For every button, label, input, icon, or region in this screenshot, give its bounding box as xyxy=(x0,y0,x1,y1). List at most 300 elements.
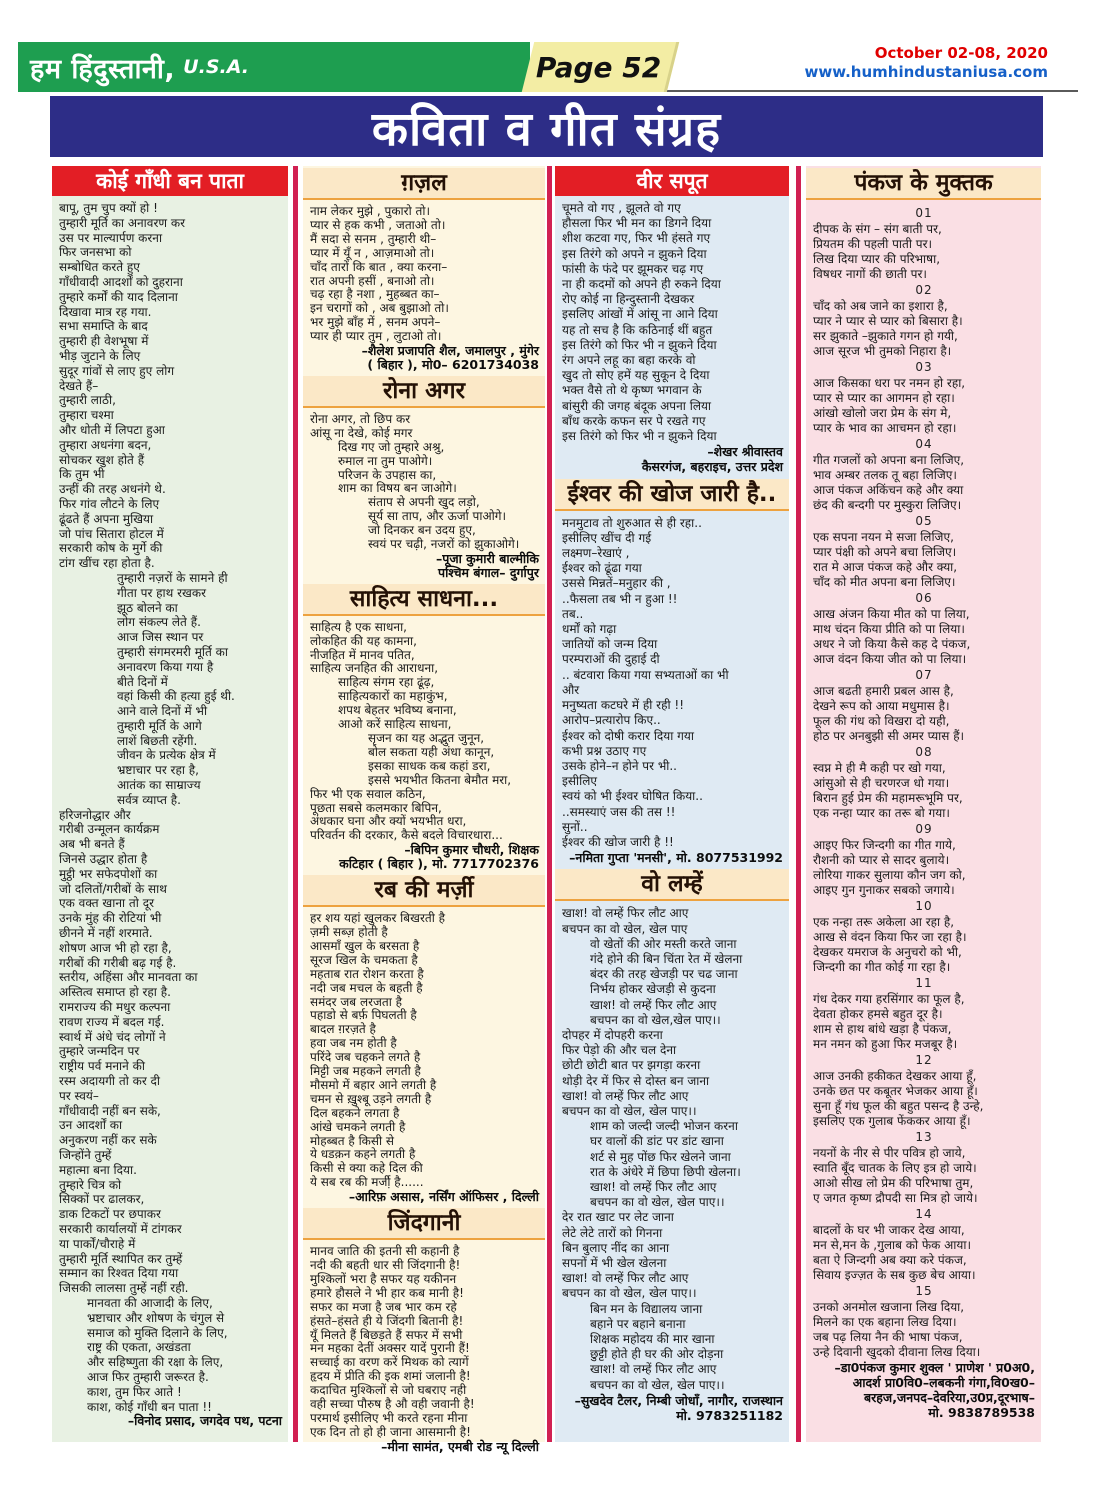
section-header: ईश्वर की खोज जारी है.. xyxy=(555,479,789,511)
poem-line: ए जगत कृष्ण द्रौपदी सा मित्र हो जाये। xyxy=(813,1191,978,1205)
stanza-number: 09 xyxy=(915,822,933,836)
poem-line: समाज को मुक्ति दिलाने के लिए, xyxy=(87,1325,228,1340)
poem-line: एक वक्त खाना तो दूर xyxy=(59,896,154,911)
poem-line: सिक्कों पर ढालकर, xyxy=(59,1192,145,1207)
poem-line: चमन से ख़ुश्बू उड़ने लगती है xyxy=(310,1091,432,1106)
poem-line: सृजन का यह अद्भुत जुनून, xyxy=(368,731,485,745)
poem-line: खाश! वो लम्हें फिर लौट आए xyxy=(590,1362,717,1377)
poem-line: देखने रूप को आया मधुमास है। xyxy=(813,699,950,713)
poem-line: जो पांच सितारा होटल में xyxy=(59,526,164,541)
poem-line: और धोती में लिपटा हुआ xyxy=(59,422,165,437)
poem-line: मानव जाति की इतनी सी कहानी है xyxy=(310,1244,460,1259)
poem-line: चाँद तारों कि बात , क्या करना– xyxy=(310,259,448,274)
poem-line: बचपन का वो खेल, खेल पाए।। xyxy=(590,1195,725,1210)
poem-line: हरिजनोद्धार और xyxy=(59,807,131,822)
poem-line: सरकारी कोष के मुर्गे की xyxy=(59,541,163,556)
stanza-number: 05 xyxy=(915,514,933,528)
poem-line: प्यार में यूँ न , आज़माओ तो। xyxy=(310,245,435,260)
poem-line: आसमाँ खुल के बरसता है xyxy=(310,938,420,953)
poem-line: ..फैसला तब भी न हुआ !! xyxy=(562,591,678,606)
poem-line: खाश! वो लम्हें फिर लौट आए xyxy=(562,1088,689,1103)
poem-line: फिर पेड़ो की और चल देना xyxy=(562,1043,677,1058)
poem-line: बीते दिनों में xyxy=(117,674,168,689)
poem-line: राष्ट्रीय पर्व मनाने की xyxy=(59,1059,145,1074)
poem-line: रस्म अदायगी तो कर दी xyxy=(59,1074,161,1089)
poem-line: धर्मों को गढ़ा xyxy=(562,622,617,637)
stanza-number: 02 xyxy=(915,283,933,297)
poem-line: आतंक का साम्राज्य xyxy=(117,778,201,793)
poem-line: रोए कोई ना हिन्दुस्तानी देखकर xyxy=(562,292,695,307)
poem-line: आंसुओ से ही चरणरज धो गया। xyxy=(813,776,950,790)
poem-line: स्वयं को भी ईश्वर घोषित किया.. xyxy=(562,789,703,804)
section-body xyxy=(303,413,545,582)
poem-line: अस्तित्व समाप्त हो रहा है. xyxy=(59,985,171,1000)
poem-line: भाव अम्बर तलक तू बहा लिजिए। xyxy=(813,468,957,482)
stanza-number: 03 xyxy=(915,360,933,374)
poem-line: नयनों के नीर से पीर पवित्र हो जाये, xyxy=(813,1146,966,1160)
poem-line: विषधर नागों की छाती पर। xyxy=(813,267,927,281)
poem-line: स्वाति बूँद चातक के लिए इत्र हो जाये। xyxy=(813,1161,977,1175)
poem-line: मिट्टी जब महकने लगती है xyxy=(310,1064,421,1079)
poem-line: बचपन का वो खेल, खेल पाए।। xyxy=(562,1103,697,1118)
poem-line: तुम्हारी संगमरमरी मूर्ति का xyxy=(117,644,228,659)
poem-line: रंग अपने लहू का बहा करके वो xyxy=(562,353,696,368)
poem-line: उसके होने–न होने पर भी.. xyxy=(562,758,677,773)
poem-line: उस पर माल्यार्पण करना xyxy=(59,230,163,245)
poem-line: पर स्वयं– xyxy=(59,1088,99,1103)
poem-line: सपनों में भी खेल खेलना xyxy=(562,1256,667,1270)
poem-line: भक्त वैसे तो थे कृष्ण भगवान के xyxy=(562,383,702,398)
poem-line: इसीलिए xyxy=(562,774,597,789)
poem-line: नीजहित में मानव पतित, xyxy=(310,647,415,662)
poem-line: तब.. xyxy=(562,606,584,621)
poem-line: बंदर की तरह खेजड़ी पर चढ जाना xyxy=(590,967,738,982)
poem-line: उनके छत पर कबूतर भेजकर आया हूँ। xyxy=(813,1084,978,1098)
poem-line: प्यार ही प्यार तुम , लुटाओ तो। xyxy=(310,329,442,344)
poem-line: तुम्हारा अधनंगा बदन, xyxy=(59,437,152,452)
poem-line: तुम्हारी मूर्ति का अनावरण कर xyxy=(59,215,185,230)
poem-line: प्यार के भाव का आचमन हो रहा। xyxy=(813,421,957,435)
poem-line: मुट्ठी भर सफेदपोशों का xyxy=(59,866,158,881)
poem-line: झूठ बोलने का xyxy=(117,600,178,615)
poem-line: मनमुटाव तो शुरुआत से ही रहा.. xyxy=(562,515,702,530)
poem-line: जिन्होंने तुम्हें xyxy=(59,1148,112,1162)
poem-line: मुश्किलों भरा है सफर यह यकीनन xyxy=(310,1271,457,1286)
poem-line: सिवाय इज्ज़त के सब कुछ बेच आया। xyxy=(813,1268,976,1282)
poem-line: अनावरण किया गया है xyxy=(117,659,214,674)
poem-line: आख से वंदन किया फिर जा रहा है। xyxy=(813,930,967,944)
stanza-number: 01 xyxy=(915,206,933,220)
poem-line: खुद तो सोए हमें यह सुकून दे दिया xyxy=(562,368,710,383)
poem-line: तुम्हारे कर्मों की याद दिलाना xyxy=(59,289,178,304)
stanza-number: 04 xyxy=(915,437,933,451)
poem-line: देवता होकर हमसे बहुत दूर है। xyxy=(813,1007,943,1021)
author-signature: –पूजा कुमारी बाल्मीकि xyxy=(435,550,539,566)
poem-line: बिरान हुई प्रेम की महामरूभूमि पर, xyxy=(813,791,963,805)
poem-line: आज बढती हमारी प्रबल आस है, xyxy=(813,684,954,698)
poem-line: इसलिए एक गुलाब फेंककर आया हूँ। xyxy=(813,1114,971,1128)
poem-line: तुम्हारी ही वेशभूषा में xyxy=(59,334,149,349)
poem-line: इस तिरंगे को फिर भी न झुकने दिया xyxy=(562,337,717,352)
poem-line: मोहब्बत है किसी से xyxy=(310,1133,395,1148)
poem-line: एक दिन तो हो ही जाना आसमानी है! xyxy=(310,1424,471,1439)
poem-line: शोषण आज भी हो रहा है, xyxy=(59,940,172,955)
poem-line: लोकहित की यह कामना, xyxy=(310,633,417,648)
poem-line: आने वाले दिनों में भी xyxy=(117,704,208,719)
poem-line: कभी प्रश्न उठाए गए xyxy=(562,743,647,758)
poem-line: लक्ष्मण–रेखाएं , xyxy=(562,546,630,561)
stanza-number: 13 xyxy=(915,1130,933,1144)
poem-line: बापू, तुम चुप क्यों हो ! xyxy=(59,201,158,215)
poem-line: शर्ट से मुह पोंछ फिर खेलने जाना xyxy=(590,1149,731,1164)
poem-line: तुम्हारी लाठी, xyxy=(59,393,116,408)
issue-info xyxy=(804,44,1048,82)
poem-line: जब पढ़ लिया नैन की भाषा पंकज, xyxy=(813,1330,963,1344)
author-signature: मो. 9783251182 xyxy=(676,1408,783,1424)
poem-line: शिक्षक महोदय की मार खाना xyxy=(590,1332,715,1347)
poem-line: लेटे लेटे तारों को गिनना xyxy=(562,1225,663,1240)
poem-line: देखते हैं– xyxy=(59,378,99,393)
poem-line: बचपन का वो खेल, खेल पाए।। xyxy=(562,1286,697,1301)
poem-line: बचपन का वो खेल, खेल पाए xyxy=(562,921,688,936)
poem-line: जिनसे उद्धार होता है xyxy=(59,852,148,867)
poem-line: राष्ट्र की एकता, अखंडता xyxy=(87,1340,191,1355)
poem-line: बादल ग़रज़ते है xyxy=(310,1022,376,1037)
author-signature: –बिपिन कुमार चौधरी, शिक्षक xyxy=(404,842,539,858)
poem-line: ज़मी सब्ज़ होती है xyxy=(310,924,388,939)
poem-line: एक नन्हा प्यार का तरू बो गया। xyxy=(813,806,950,820)
poem-line: गीत गजलों को अपना बना लिजिए, xyxy=(813,453,965,467)
poem-line: समंदर जब लरजता है xyxy=(310,994,403,1009)
section-header: रोना अगर xyxy=(303,376,545,408)
poem-line: स्वयं पर चढ़ी, नजरों को झुकाओगे। xyxy=(368,537,520,552)
section-body xyxy=(806,205,1041,1422)
poem-line: खाश! वो लम्हें फिर लौट आए xyxy=(590,1179,717,1194)
poem-line: एक नन्हा तरू अकेला आ रहा है, xyxy=(813,915,955,929)
poem-line: हृदय में प्रीति की इक शमां जलानी है! xyxy=(310,1369,471,1384)
poem-line: दिखावा मात्र रह गया. xyxy=(59,304,152,319)
poem-line: उन्हे दिवानी खुदको दीवाना लिख दिया। xyxy=(813,1345,981,1359)
section-body xyxy=(303,621,545,873)
section-header: कोई गाँधी बन पाता xyxy=(52,166,288,196)
author-signature: –शैलेश प्रजापति शैल, जमालपुर , मुंगेर xyxy=(361,343,539,359)
poem-line: खाश! वो लम्हें फिर लौट आए xyxy=(562,1271,689,1286)
poem-line: परिवर्तन की दरकार, कैसे बदले विचारधारा... xyxy=(310,828,503,843)
section-body xyxy=(52,201,288,1431)
section-body xyxy=(303,205,545,374)
poem-line: परम्पराओं की दुहाई दी xyxy=(562,652,660,667)
poem-line: भ्रष्टाचार पर रहा है, xyxy=(117,763,199,778)
poem-line: दिल बहकने लगता है xyxy=(310,1105,400,1120)
poem-line: आज पंकज अकिंचन कहे और क्या xyxy=(813,483,964,497)
poem-line: सच्चाई का वरण करें मिथक को त्यागें xyxy=(310,1355,469,1370)
column-2 xyxy=(303,166,545,1454)
poem-line: और सहिष्णुता की रक्षा के लिए, xyxy=(87,1355,224,1370)
poem-line: वो खेतों की ओर मस्ती करते जाना xyxy=(590,936,737,951)
poem-line: जो दिनकर बन उदय हुए, xyxy=(368,523,476,538)
stanza-number: 08 xyxy=(915,745,933,759)
poem-line: आइए फिर जिन्दगी का गीत गाये, xyxy=(813,838,956,852)
poem-line: फिर जनसभा को xyxy=(59,245,132,260)
poem-line: देखकर यमराज के अनुचरो को भी, xyxy=(813,945,962,959)
poem-line: जातियों को जन्म दिया xyxy=(562,637,658,652)
poem-line: रावण राज्य में बदल गई. xyxy=(59,1014,165,1029)
section-body xyxy=(303,1245,545,1456)
poem-line: हमारे हौसले ने भी हार कब मानी है! xyxy=(310,1285,464,1300)
stanza-number: 06 xyxy=(915,591,933,605)
poem-line: कदाचित मुश्किलों से जो घबराए नही xyxy=(310,1383,467,1398)
poem-line: थोड़ी देर में फिर से दोस्त बन जाना xyxy=(562,1073,710,1088)
poem-line: आंसू ना देखे, कोई मगर xyxy=(310,425,413,440)
poem-line: शपथ बेहतर भविष्य बनाना, xyxy=(338,703,457,718)
poem-line: रात मे आज पंकज कहे और क्या, xyxy=(813,560,958,574)
poem-line: निर्भय होकर खेजड़ी से कुदना xyxy=(590,982,716,997)
poem-line: छुट्टी होते ही घर की ओर दोड़ना xyxy=(590,1347,724,1362)
poem-line: परिंदे जब चहकने लगते है xyxy=(310,1050,421,1065)
poem-line: पूछता सबसे कलमकार बिपिन, xyxy=(310,800,442,815)
poem-line: कि तुम भी xyxy=(59,467,105,482)
poem-line: दीपक के संग – संग बाती पर, xyxy=(813,222,942,236)
poem-line: मानवता की आजादी के लिए, xyxy=(87,1295,213,1310)
poem-line: बचपन का वो खेल, खेल पाए।। xyxy=(590,1377,725,1392)
poem-line: अंधकार घना और क्यों भयभीत धरा, xyxy=(310,814,467,829)
poem-line: रामराज्य की मधुर कल्पना xyxy=(59,1000,171,1015)
poem-line: परमार्थ इसीलिए भी करते रहना मीना xyxy=(310,1410,468,1425)
poem-line: तुम्हारे जन्मदिन पर xyxy=(59,1044,140,1059)
poem-line: गरीबी उन्मूलन कार्यक्रम xyxy=(59,822,160,837)
stanza-number: 14 xyxy=(915,1207,933,1221)
stanza-number: 10 xyxy=(915,899,933,913)
poem-line: साहित्य जनहित की आराधना, xyxy=(310,661,439,676)
section-header: रब की मर्ज़ी xyxy=(303,875,545,907)
poem-line: प्यार से प्यार का आगमन हो रहा। xyxy=(813,391,955,405)
poem-line: जो दलितों/गरीबों के साथ xyxy=(59,881,167,896)
poetry-columns xyxy=(0,166,1095,1454)
poem-line: ना ही कदमों को अपने ही रुकने दिया xyxy=(562,277,721,292)
column-4 xyxy=(806,166,1041,1442)
poem-line: सभा समाप्ति के बाद xyxy=(59,319,148,334)
poem-line: स्वप्न मे ही मै कही पर खो गया, xyxy=(813,761,946,775)
poem-line: शीश कटवा गए, फिर भी हंसते गए xyxy=(562,231,711,246)
poem-line: रात के अंधेरे में छिपा छिपी खेलना। xyxy=(590,1164,741,1179)
author-signature: –आरिफ़ असास, नर्सिंग ऑफिसर , दिल्ली xyxy=(348,1189,539,1205)
poem-line: बोल सकता यही अंधा कानून, xyxy=(368,744,495,759)
poem-line: बहाने पर बहाने बनाना xyxy=(590,1316,686,1331)
poem-line: देर रात खाट पर लेट जाना xyxy=(562,1210,674,1225)
poem-line: ये धडक़न कहने लगती है xyxy=(310,1147,416,1162)
author-signature: –मीना सामंत, एमबी रोड न्यू दिल्ली xyxy=(381,1438,539,1454)
poem-line: तुम्हारा चश्मा xyxy=(59,408,114,423)
poem-line: बांसुरी की जगह बंदूक अपना लिया xyxy=(562,398,712,413)
poem-line: प्रियतम की पहली पाती पर। xyxy=(813,237,933,251)
poem-line: परिजन के उपहास का, xyxy=(338,467,437,482)
poem-line: गंदे होने की बिन चिंता रेत में खेलना xyxy=(590,951,743,966)
poem-line: संताप से अपनी खुद लड़ो, xyxy=(368,495,480,510)
section-body xyxy=(555,906,789,1425)
page-title-banner xyxy=(50,96,1043,157)
poem-line: खाश! वो लम्हें फिर लौट आए xyxy=(562,906,689,921)
author-signature: मो. 9838789538 xyxy=(928,1405,1035,1420)
poem-line: आख अंजन किया मीत को पा लिया, xyxy=(813,607,970,621)
poem-line: और xyxy=(562,682,580,697)
poem-line: इस तिरंगे को फिर भी न झुकने दिया xyxy=(562,429,717,444)
poem-line: मन नमन को हुआ फिर मजबूर है। xyxy=(813,1037,958,1051)
poem-line: रुमाल ना तुम पाओगे। xyxy=(338,453,433,468)
poem-line: उन आदर्शों का xyxy=(59,1118,123,1133)
poem-line: उनको अनमोल खजाना लिख दिया, xyxy=(813,1300,965,1314)
author-signature: आदर्श प्रा0वि0–लबकनी गंगा,वि0ख0– xyxy=(852,1375,1035,1390)
poem-line: टांग खींच रहा होता है. xyxy=(59,556,155,571)
poem-line: उनके मुंह की रोटियां भी xyxy=(59,911,162,926)
poem-line: गंध देकर गया हरसिंगार का फूल है, xyxy=(813,992,965,1006)
poem-line: आंखे चमकने लगती है xyxy=(310,1119,406,1134)
poem-line: मन से,मन के ,गुलाब को फेक आया। xyxy=(813,1238,972,1252)
poem-line: लाशें बिछती रहेंगी. xyxy=(117,733,198,748)
page-number-flag xyxy=(522,42,679,92)
poem-line: एक सपना नयन मे सजा लिजिए, xyxy=(813,530,954,544)
masthead-brand-suffix: U.S.A. xyxy=(183,56,249,78)
poem-line: जिन्दगी का गीत कोई गा रहा है। xyxy=(813,960,951,974)
poem-line: स्वार्थ में अंधे चंद लोगों ने xyxy=(59,1029,166,1044)
poem-line: चढ़ रहा है नशा , मुहब्बत का– xyxy=(310,287,440,302)
author-signature: पश्चिम बंगाल– दुर्गापुर xyxy=(437,564,539,580)
poem-line: सूर्य सा ताप, और ऊर्जा पाओगे। xyxy=(368,509,507,524)
poem-line: गाँधीवादी आदर्शों को दुहराना xyxy=(59,274,183,289)
poem-line: जीवन के प्रत्येक क्षेत्र में xyxy=(117,748,216,763)
poem-line: सोचकर खुश होते हैं xyxy=(59,452,145,467)
website-url: www.humhindustaniusa.com xyxy=(804,62,1048,81)
author-signature: –नमिता गुप्ता 'मनसी', मो. 8077531992 xyxy=(569,850,783,866)
poem-line: छीनने में नहीं शरमाते. xyxy=(59,926,153,941)
poem-line: हवा जब नम होती है xyxy=(310,1036,397,1051)
poem-line: आज जिस स्थान पर xyxy=(117,630,204,645)
section-header: वीर सपूत xyxy=(555,166,789,196)
poem-line: बादलों के घर भी जाकर देख आया, xyxy=(813,1223,965,1237)
poem-line: स्तरीय, अहिंसा और मानवता का xyxy=(59,970,198,985)
column-divider xyxy=(293,166,298,1442)
author-signature: बरहज,जनपद–देवरिया,उ0प्र,दूरभाष– xyxy=(864,1390,1035,1405)
poem-line: शाम का विषय बन जाओगे। xyxy=(338,481,457,496)
poem-line: गाँधीवादी नहीं बन सके, xyxy=(59,1103,161,1118)
poem-line: इससे भयभीत कितना बेमौत मरा, xyxy=(368,772,512,787)
poem-line: सफर का मजा है जब भार कम रहे xyxy=(310,1299,457,1314)
poem-line: आरोप–प्रत्यारोप किए.. xyxy=(562,713,661,728)
stanza-number: 07 xyxy=(915,668,933,682)
column-1 xyxy=(52,166,288,1442)
poem-line: जिसकी लालसा तुम्हें नहीं रही. xyxy=(59,1281,189,1296)
poem-line: ढूंढते हैं अपना मुखिया xyxy=(59,511,154,526)
poem-line: ..समस्याएं जस की तस !! xyxy=(562,804,676,819)
poem-line: खाश! वो लम्हें फिर लौट आए xyxy=(590,997,717,1012)
page-number-label: Page 52 xyxy=(536,50,662,84)
poem-line: सम्मान का रिश्वत दिया गया xyxy=(59,1266,179,1281)
section-body xyxy=(555,201,789,477)
poem-line: आज उनकी हकीकत देखकर आया हूँ, xyxy=(813,1069,977,1083)
poem-line: फिर गांव लौटने के लिए xyxy=(59,496,160,511)
poem-line: सरकारी कार्यालयों में टांगकर xyxy=(59,1221,182,1236)
poem-line: या पार्कों/चौराहे में xyxy=(59,1236,136,1251)
poem-line: अधर ने जो किया कैसे कह दे पंकज, xyxy=(813,637,971,651)
poem-line: चाँद को अब जाने का इशारा है, xyxy=(813,299,948,313)
poem-line: सुना हूँ गंध फूल की बहुत पसन्द है उन्हे, xyxy=(813,1099,984,1113)
poem-line: मनुष्यता कटघरे में ही रही !! xyxy=(562,698,685,713)
poem-line: दिख गए जो तुम्हारे अश्रु, xyxy=(338,439,445,454)
poem-line: यूँ मिलते हैं बिछड़ते हैं सफर में सभी xyxy=(310,1327,463,1342)
poem-line: साहित्य संगम रहा ढूंढ़, xyxy=(338,675,435,690)
poem-line: आज वंदन किया जीत को पा लिया। xyxy=(813,652,967,666)
poem-line: वहां किसी की हत्या हुई थी. xyxy=(117,689,235,704)
poem-line: रोना अगर, तो छिप कर xyxy=(310,411,411,426)
poem-line: महात्मा बना दिया. xyxy=(59,1162,137,1177)
poem-line: ईश्वर को दोषी करार दिया गया xyxy=(562,728,695,743)
poem-line: काश, कोई गाँधी बन पाता !! xyxy=(87,1399,212,1414)
poem-line: सूरज खिल के चमकता है xyxy=(310,952,418,967)
poem-line: भ्रष्टाचार और शोषण के चंगुल से xyxy=(87,1310,225,1325)
author-signature: कैसरगंज, बहराइच, उत्तर प्रदेश xyxy=(641,459,783,475)
poem-line: तुम्हारे चित्र को xyxy=(59,1177,122,1192)
poem-line: फिर भी एक सवाल कठिन, xyxy=(310,786,426,801)
author-signature: कटिहार ( बिहार ), मो. 7717702376 xyxy=(339,856,539,872)
poem-line: गरीबों की गरीबी बढ़ गई है. xyxy=(59,955,177,970)
poem-line: आओ सीख लो प्रेम की परिभाषा तुम, xyxy=(813,1176,974,1190)
poem-line: बिन बुलाए नींद का आना xyxy=(562,1240,670,1255)
poem-line: पहाडो से बर्फ़ पिघलती है xyxy=(310,1008,417,1023)
poem-line: हंसते–हंसते ही ये जिंदगी बितानी है! xyxy=(310,1313,464,1328)
section-header: जिंदगानी xyxy=(303,1208,545,1240)
poem-line: हौसला फिर भी मन का डिगने दिया xyxy=(562,216,712,231)
poem-line: लोरिया गाकर सुलाया कौन जग को, xyxy=(813,868,966,882)
poem-line: आइए गुन गुनाकर सबको जगाये। xyxy=(813,883,955,897)
author-signature: –विनोद प्रसाद, जगदेव पथ, पटना xyxy=(127,1413,282,1429)
poem-line: मौसमो में बहार आने लगती है xyxy=(310,1077,437,1092)
poem-line: ईश्वर को ढूंढा गया xyxy=(562,561,642,576)
stanza-number: 15 xyxy=(915,1284,933,1298)
poem-line: बिन मन के विद्यालय जाना xyxy=(590,1301,703,1316)
poem-line: घर वालों की डांट पर डांट खाना xyxy=(590,1134,724,1149)
poem-line: तुम्हारी नज़रों के सामने ही xyxy=(117,570,228,585)
author-signature: –सुखदेव टैलर, निम्बी जोधाँ, नागौर, राजस्थान xyxy=(574,1392,783,1408)
poem-line: साहित्य है एक साधना, xyxy=(310,619,407,634)
poem-line: ये सब रब की मर्जी़ है...... xyxy=(310,1175,424,1190)
poem-line: सुनों.. xyxy=(562,819,588,834)
poem-line: चाँद को मीत अपना बना लिजिए। xyxy=(813,575,956,589)
poem-line: लोग संकल्प लेते हैं. xyxy=(117,615,201,630)
poem-line: प्यार ने प्यार से प्यार को बिसारा है। xyxy=(813,314,963,328)
poem-line: इसलिए आंखों में आंसू ना आने दिया xyxy=(562,307,718,322)
poem-line: इस तिरंगे को अपने न झुकने दिया xyxy=(562,246,707,261)
poem-line: शाम से हाथ बांधे खड़ा है पंकज, xyxy=(813,1022,952,1036)
poem-line: सर झुकाते –झुकाते गगन हो गयी, xyxy=(813,329,958,343)
poem-line: इसका साधक कब कहां डरा, xyxy=(368,758,491,773)
poem-line: बता ऐ जिन्दगी अब क्या करे पंकज, xyxy=(813,1253,967,1267)
poem-line: होठ पर अनबुझी सी अमर प्यास हैं। xyxy=(813,729,965,743)
poem-line: आओ करें साहित्य साधना, xyxy=(338,717,452,732)
poem-line: सुदूर गांवों से लाए हुए लोग xyxy=(59,363,175,378)
section-header: वो लम्हें xyxy=(555,869,789,901)
section-header: साहित्य साधना... xyxy=(303,584,545,616)
poem-line: फांसी के फंदे पर झूमकर चढ़ गए xyxy=(562,261,704,276)
poem-line: चूमते वो गए , झूलते वो गए xyxy=(562,201,681,215)
poem-line: मैं सदा से सनम , तुम्हारी थी– xyxy=(310,231,437,246)
poem-line: यह तो सच है कि कठिनाई थीं बहुत xyxy=(562,322,713,337)
poem-line: इन चरागों को , अब बुझाओ तो। xyxy=(310,301,449,316)
poem-line: डाक टिकटों पर छपाकर xyxy=(59,1207,161,1222)
column-divider xyxy=(796,166,801,1442)
poem-line: आंखो खोलो जरा प्रेम के संग मे, xyxy=(813,406,952,420)
poem-line: रौशनी को प्यार से सादर बुलाये। xyxy=(813,853,950,867)
poem-line: उन्हीं की तरह अधनंगे थे. xyxy=(59,482,166,497)
poem-line: लिख दिया प्यार की परिभाषा, xyxy=(813,252,941,266)
